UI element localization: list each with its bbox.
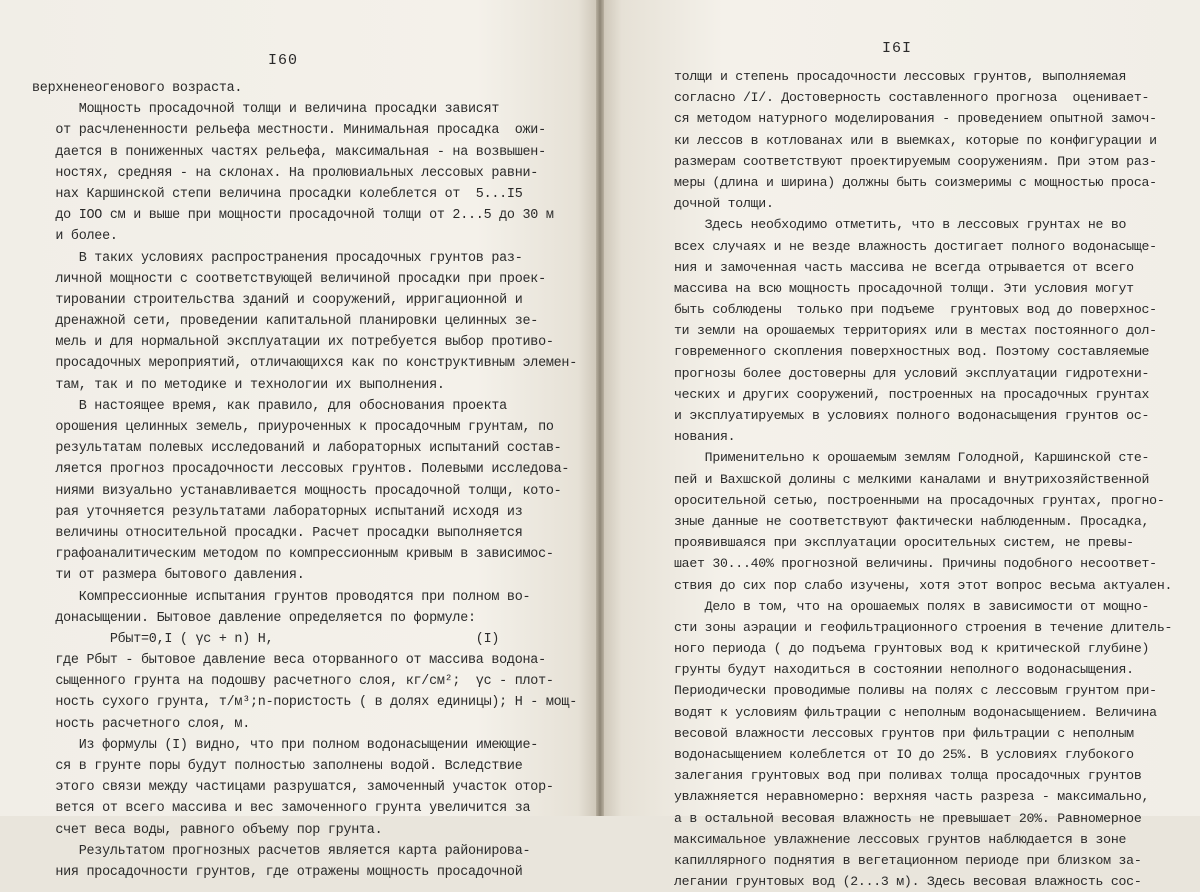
text-line: ти земли на орошаемых территориях или в местах постоянного дол-	[674, 323, 1157, 339]
text-line: дается в пониженных частях рельефа, максимальная - на возвышен-	[32, 144, 546, 160]
left-page-text	[32, 78, 577, 883]
text-line: и более.	[32, 229, 118, 245]
text-line: от расчлененности рельефа местности. Минимальная просадка ожи-	[32, 123, 546, 139]
text-line: величины относительной просадки. Расчет просадки выполняется	[32, 525, 523, 541]
text-line: мель и для нормальной эксплуатации их потребуется выбор противо-	[32, 335, 554, 351]
text-line: весовой влажности лессовых грунтов при фильтрации с неполным	[674, 725, 1134, 741]
left-page	[0, 0, 596, 880]
text-line: грунты будут находиться в состоянии неполного водонасыщения.	[674, 662, 1134, 678]
right-page	[604, 0, 1200, 890]
text-line: ся в грунте поры будут полностью заполнены водой. Вследствие	[32, 759, 523, 774]
text-line: ляется прогноз просадочности лессовых грунтов. Полевыми исследова-	[32, 462, 570, 478]
text-line: ся методом натурного моделирования - проведением опытной замоч-	[674, 111, 1157, 127]
text-line: Мощность просадочной толщи и величина просадки зависят	[32, 102, 500, 118]
text-line: до IOO см и выше при мощности просадочной толщи от 2...5 до 30 м	[32, 208, 554, 224]
text-line: Дело в том, что на орошаемых полях в зависимости от мощно-	[674, 598, 1150, 614]
text-line: ниями визуально устанавливается мощность просадочной толщи, кото-	[32, 483, 562, 499]
text-line: Периодически проводимые поливы на полях с лессовым грунтом при-	[674, 683, 1157, 699]
text-line: оросительной сетью, построенными на просадочных грунтах, прогно-	[674, 492, 1165, 508]
text-line: личной мощности с соответствующей величиной просадки при проек-	[32, 271, 546, 287]
text-line: тировании строительства зданий и сооружений, ирригационной и	[32, 292, 523, 308]
text-line: ного периода ( до подъема грунтовых вод к критической глубине)	[674, 641, 1150, 657]
text-line: Из формулы (I) видно, что при полном водонасыщении имеющие-	[32, 737, 539, 753]
text-line: счет веса воды, равного объему пор грунта.	[32, 822, 383, 838]
text-line: нах Каршинской степи величина просадки колеблется от 5...I5	[32, 186, 523, 202]
text-line: нования.	[674, 429, 736, 445]
text-line: дочной толщи.	[674, 196, 774, 212]
text-line: ностях, средняя - на склонах. На пролювиальных лессовых равни-	[32, 165, 539, 181]
text-line: орошения целинных земель, приуроченных к просадочным грунтам, по	[32, 420, 554, 435]
text-line: В таких условиях распространения просадочных грунтов раз-	[32, 250, 523, 266]
text-line: Здесь необходимо отметить, что в лессовых грунтах не во	[674, 217, 1127, 233]
text-line: графоаналитическим методом по компрессионным кривым в зависимос-	[32, 547, 554, 563]
text-line: залегания грунтовых вод при поливах толща просадочных грунтов	[674, 768, 1142, 784]
text-line: там, так и по методике и технологии их выполнения.	[32, 377, 445, 393]
text-line: зные данные не соответствуют фактически наблюденным. Просадка,	[674, 513, 1150, 529]
text-line: легании грунтовых вод (2...3 м). Здесь весовая влажность сос-	[674, 874, 1142, 890]
text-line: дренажной сети, проведении капитальной планировки целинных зе-	[32, 314, 539, 330]
text-line: максимальное увлажнение лессовых грунтов наблюдается в зоне	[674, 831, 1127, 847]
text-line: водонасыщением колеблется от IO до 25%. В условиях глубокого	[674, 747, 1134, 762]
text-line: меры (длина и ширина) должны быть соизмеримы с мощностью проса-	[674, 174, 1157, 190]
text-line: прогнозы более достоверны для условий эксплуатации гидротехни-	[674, 365, 1150, 381]
text-line: пей и Вахшской долины с мелкими каналами и внутрихозяйственной	[674, 471, 1150, 487]
text-line: увлажняется неравномерно: верхняя часть разреза - максимально,	[674, 789, 1150, 805]
text-line: результатам полевых исследований и лабораторных испытаний состав-	[32, 441, 562, 457]
text-line: ти от размера бытового давления.	[32, 568, 305, 584]
text-line: проявившаяся при эксплуатации оросительных систем, не превы-	[674, 535, 1134, 551]
text-line: всех случаях и не везде влажность достигает полного водонасыще-	[674, 238, 1157, 254]
text-line: массива на всю мощность просадочной толщи. Эти условия могут	[674, 280, 1134, 296]
text-line: сыщенного грунта на подошву расчетного слоя, кг/см²; γс - плот-	[32, 674, 554, 690]
text-line: толщи и степень просадочности лессовых грунтов, выполняемая	[674, 69, 1127, 84]
text-line: верхненеогенового возраста.	[32, 81, 243, 96]
text-line: ность расчетного слоя, м.	[32, 716, 250, 732]
text-line: ния просадочности грунтов, где отражены мощность просадочной	[32, 864, 523, 880]
text-line: ческих и других сооружений, построенных на просадочных грунтах	[674, 386, 1150, 402]
text-line: Результатом прогнозных расчетов является карта районирова-	[32, 843, 531, 859]
text-line: размерам соответствуют проектируемым сооружениям. При этом раз-	[674, 153, 1157, 169]
text-line: быть соблюдены только при подъеме грунтовых вод до поверхнос-	[674, 302, 1157, 318]
book-gutter	[596, 0, 604, 816]
text-line: где Pбыт - бытовое давление веса оторванного от массива водона-	[32, 653, 546, 669]
right-page-text	[674, 66, 1196, 892]
text-line: Применительно к орошаемым землям Голодной, Каршинской сте-	[674, 450, 1150, 466]
text-line: согласно /I/. Достоверность составленного прогноза оценивает-	[674, 90, 1150, 106]
text-line: донасыщении. Бытовое давление определяется по формуле:	[32, 610, 476, 626]
text-line: шает 30...40% прогнозной величины. Причины подобного несоответ-	[674, 556, 1157, 572]
text-line: ния и замоченная часть массива не всегда отрывается от всего	[674, 259, 1134, 275]
left-page-number: I60	[268, 52, 299, 69]
text-line: рая уточняется результатами лабораторных испытаний исходя из	[32, 504, 523, 520]
text-line: и эксплуатируемых в условиях полного водонасыщения грунтов ос-	[674, 408, 1150, 423]
text-line: этого связи между частицами разрушатся, замоченный участок отор-	[32, 780, 554, 796]
text-line: вется от всего массива и вес замоченного грунта увеличится за	[32, 801, 531, 817]
text-line: ность сухого грунта, т/м³;n-пористость ( в долях единицы); H - мощ-	[32, 695, 577, 711]
text-line: сти зоны аэрации и геофильтрационного строения в течение длитель-	[674, 619, 1173, 635]
text-line: просадочных мероприятий, отличающихся как по конструктивным элемен-	[32, 356, 577, 372]
text-line: ки лессов в котлованах или в выемках, которые по конфигурации и	[674, 132, 1157, 148]
text-line: капиллярного поднятия в вегетационном периоде при близком за-	[674, 852, 1142, 868]
text-line: Pбыт=0,I ( γс + n) H, (I)	[32, 631, 500, 647]
text-line: говременного скопления поверхностных вод. Поэтому составляемые	[674, 344, 1150, 360]
right-page-number: I6I	[882, 40, 913, 57]
text-line: В настоящее время, как правило, для обоснования проекта	[32, 398, 507, 414]
text-line: ствия до сих пор слабо изучены, хотя этот вопрос весьма актуален.	[674, 577, 1173, 593]
text-line: Компрессионные испытания грунтов проводятся при полном во-	[32, 589, 531, 605]
text-line: водят к условиям фильтрации с неполным водонасыщением. Величина	[674, 704, 1157, 720]
text-line: а в остальной весовая влажность не превышает 20%. Равномерное	[674, 810, 1142, 826]
